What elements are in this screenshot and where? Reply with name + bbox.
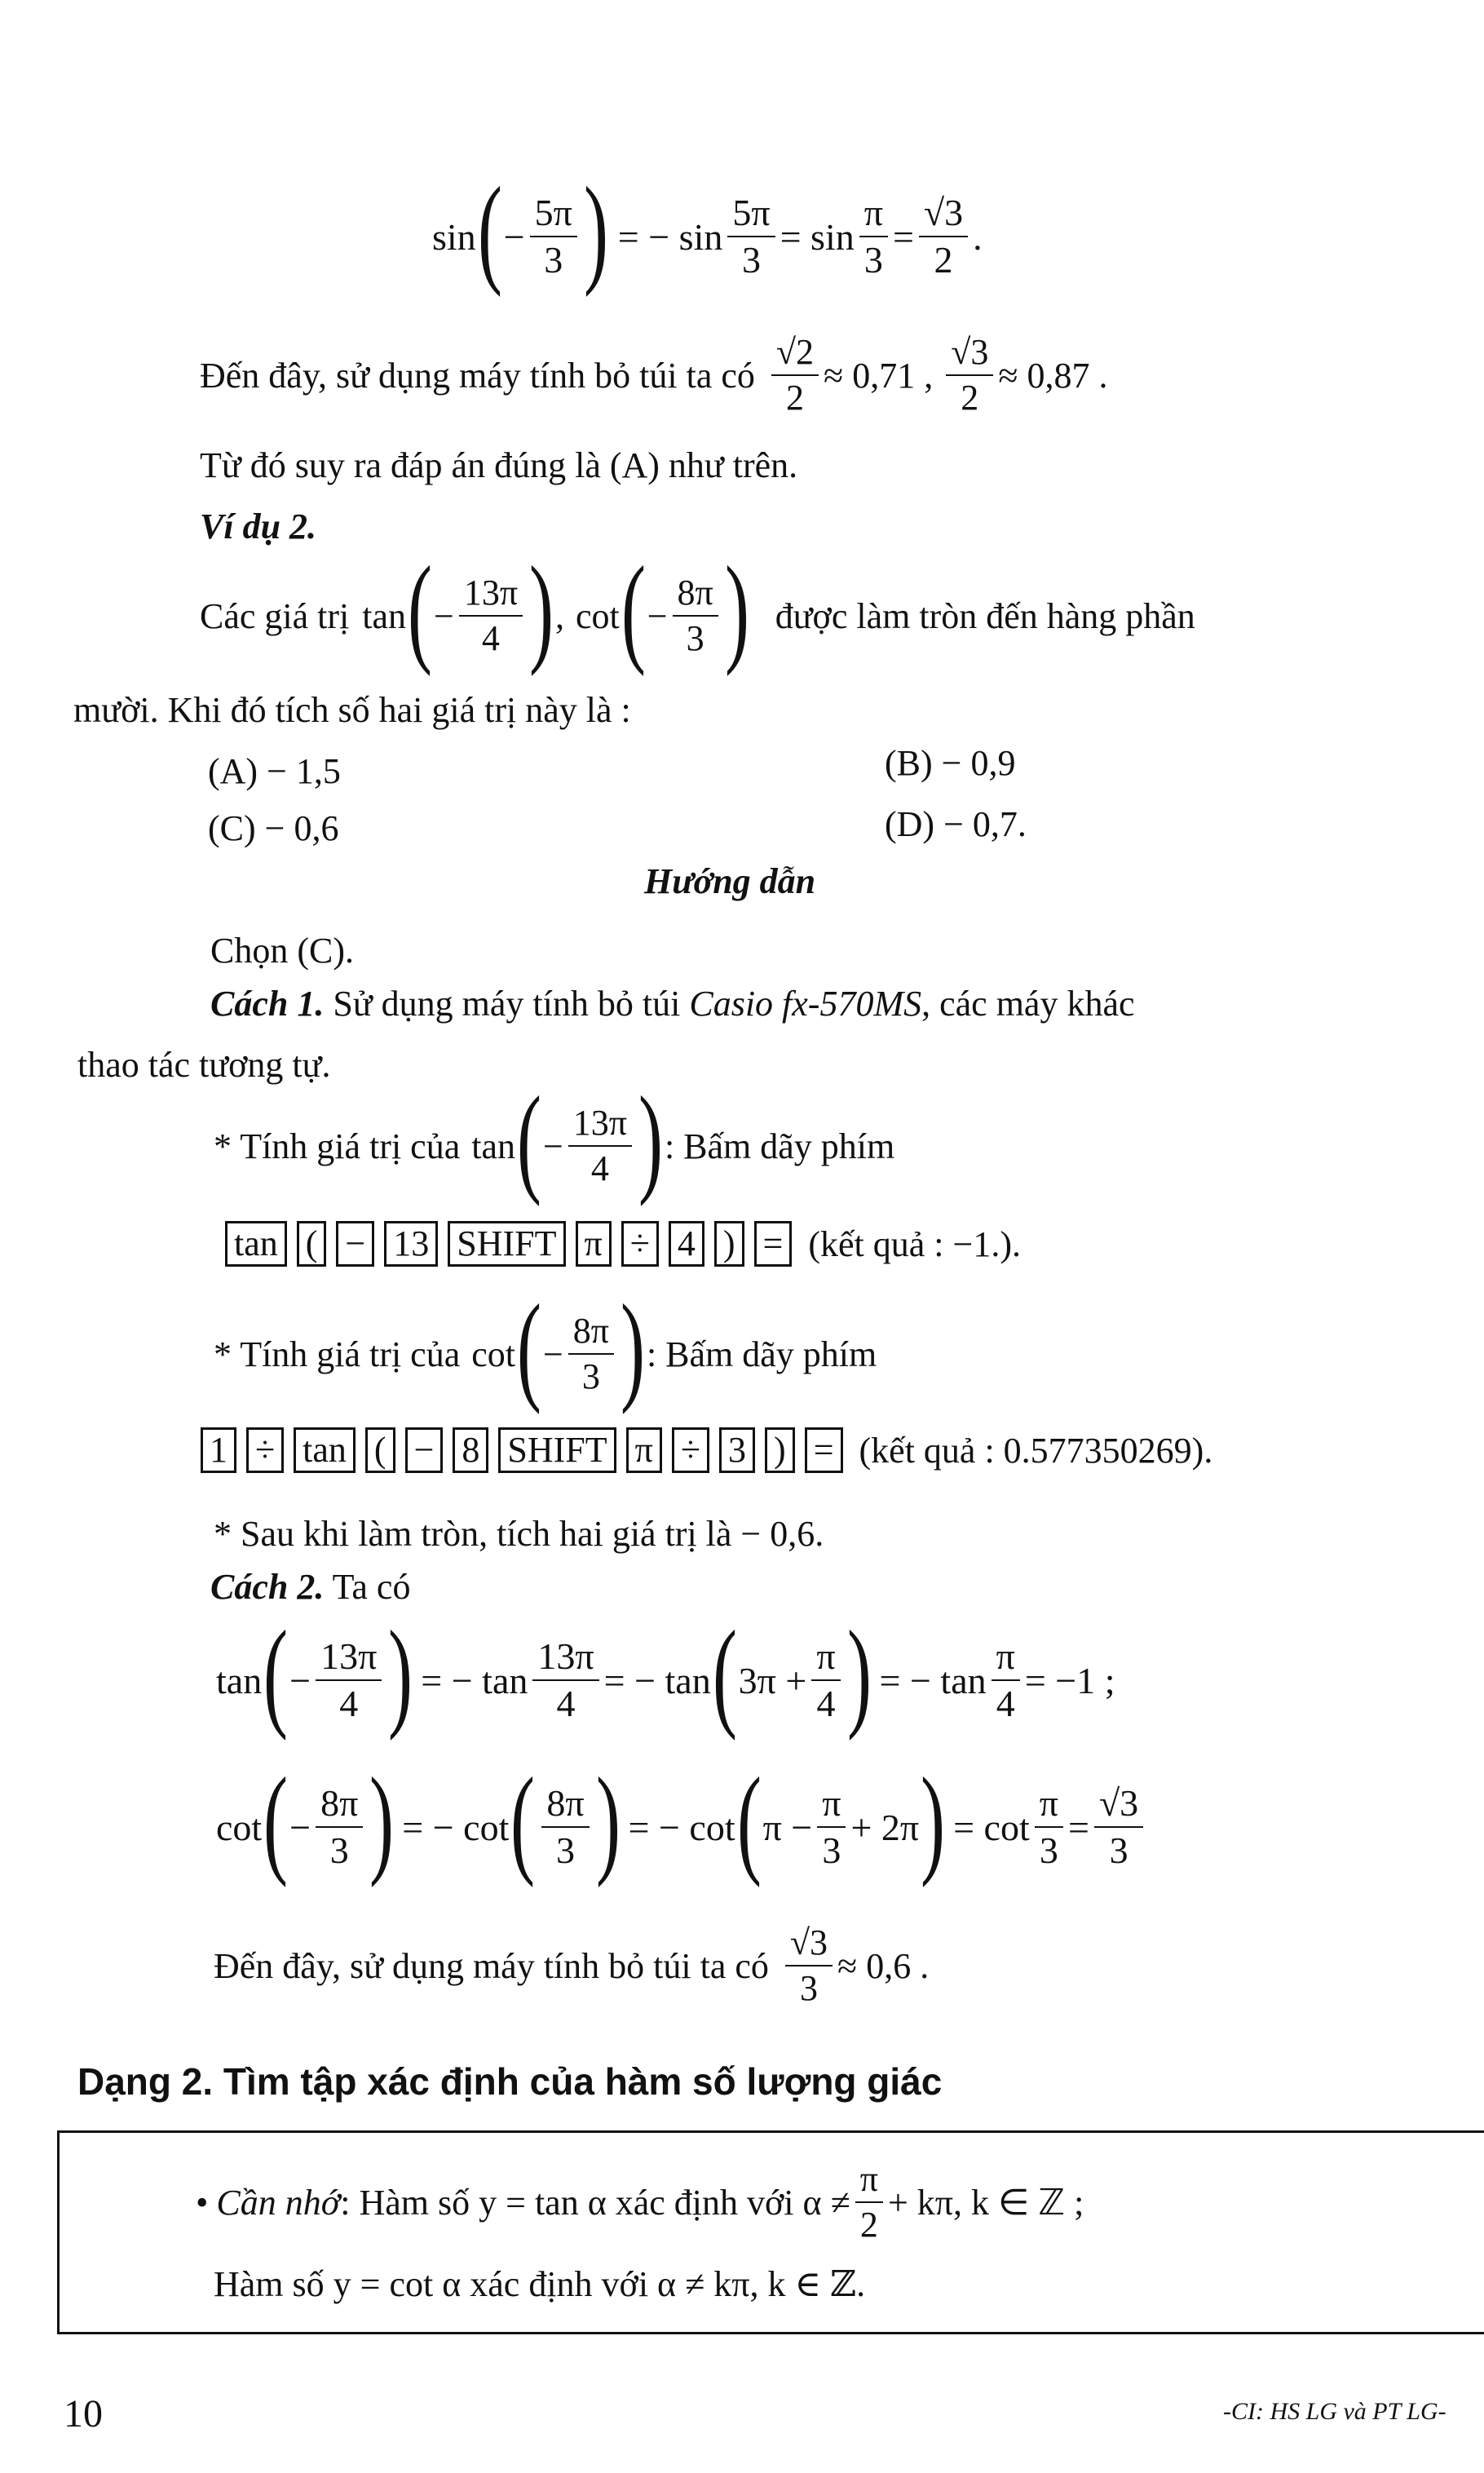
conclusion-text: Từ đó suy ra đáp án đúng là (A) như trên. [200, 445, 798, 485]
calc-key: ) [765, 1427, 795, 1473]
question-continued: mười. Khi đó tích số hai giá trị này là : [73, 690, 631, 730]
calc-key: π [626, 1427, 662, 1473]
rounding-note: * Sau khi làm tròn, tích hai giá trị là − 0,6. [214, 1514, 824, 1554]
section-heading: Dạng 2. Tìm tập xác định của hàm số lượng giác [77, 2060, 943, 2103]
calc-key: SHIFT [498, 1427, 616, 1473]
page-number: 10 [64, 2392, 103, 2435]
calc-cot-line: * Tính giá trị của cot ( − $\frac{8\pi}{3}$ ) : Bấm dãy phím [214, 1280, 877, 1415]
answer-choice: Chọn (C). [210, 931, 354, 971]
equation-cot: cot ( − $\frac{8\pi}{3}$ ) = − cot ( $\frac{8\pi}{3}$ ) = − cot ( π − $\frac{\pi}{3}$ + 2π ) = cot $\frac{\pi}{3}$ = $\frac{√3}{3}$ [216, 1766, 1148, 1888]
fraction: $\frac{5\pi}{3}$ [530, 193, 577, 281]
method1-line: Cách 1. Sử dụng máy tính bỏ túi Casio fx-570MS, các máy khác [210, 984, 1135, 1024]
method2-line: Cách 2. Ta có [210, 1567, 411, 1607]
key-sequence-1 [220, 1221, 1021, 1267]
result-2: (kết quả : 0.577350269). [859, 1430, 1213, 1471]
calc-key: 1 [201, 1427, 236, 1473]
example-heading: Ví dụ 2. [200, 507, 317, 546]
calc-key: π [576, 1221, 612, 1267]
calc-key: − [336, 1221, 374, 1267]
calc-key: ÷ [672, 1427, 709, 1473]
equation-tan: tan ( − $\frac{13\pi}{4}$ ) = − tan $\frac{13\pi}{4}$ = − tan ( 3π + $\frac{\pi}{4}$ ) = − tan $\frac{\pi}{4}$ = −1 ; [216, 1606, 1115, 1741]
calc-key: = [805, 1427, 843, 1473]
calc-key: ) [714, 1221, 744, 1267]
option-b: (B) − 0,9 [885, 743, 1016, 783]
final-approx-line: Đến đây, sử dụng máy tính bỏ túi ta có $\frac{√3}{3}$ ≈ 0,6 . [214, 1922, 930, 2008]
option-c: (C) − 0,6 [208, 808, 339, 848]
calc-key: ÷ [246, 1427, 284, 1473]
calc-key: 3 [719, 1427, 755, 1473]
question-line: Các giá trị tan ( − $\frac{13\pi}{4}$ ) , cot ( − $\frac{8\pi}{3}$ ) được làm tròn đến hàng phần [200, 542, 1195, 677]
calc-key: 13 [384, 1221, 438, 1267]
calc-key: = [754, 1221, 793, 1267]
note-line-2: Hàm số y = cot α xác định với α ≠ kπ, k ∈ ℤ. [214, 2264, 866, 2304]
option-a: (A) − 1,5 [208, 751, 341, 791]
result-1: (kết quả : −1.). [808, 1223, 1021, 1264]
calc-tan-line: * Tính giá trị của tan ( − $\frac{13\pi}{4}$ ) : Bấm dãy phím [214, 1072, 895, 1207]
equation-sin: sin ( − $\frac{5\pi}{3}$ ) = − sin $\frac{5\pi}{3}$ = sin $\frac{\pi}{3}$ = $\frac{√3}{2}$ . [432, 162, 983, 298]
calc-key: tan [294, 1427, 356, 1473]
calc-key: ÷ [621, 1221, 659, 1267]
method1-continued: thao tác tương tự. [77, 1045, 331, 1085]
note-line-1: • Cần nhớ : Hàm số y = tan α xác định với α ≠ $\frac{\pi}{2}$ + kπ, k ∈ ℤ ; [196, 2158, 1084, 2245]
guide-heading: Hướng dẫn [644, 861, 816, 901]
key-sequence-2 [196, 1427, 1212, 1473]
calc-key: 8 [453, 1427, 488, 1473]
calc-key: ( [365, 1427, 395, 1473]
calc-key: 4 [669, 1221, 704, 1267]
option-d: (D) − 0,7. [885, 804, 1027, 844]
running-footer: -CI: HS LG và PT LG- [1223, 2398, 1446, 2425]
calc-key: ( [297, 1221, 327, 1267]
calc-key: − [405, 1427, 444, 1473]
calc-key: tan [225, 1221, 287, 1267]
calc-key: SHIFT [448, 1221, 565, 1267]
approx-line: Đến đây, sử dụng máy tính bỏ túi ta có $\frac{√2}{2}$ ≈ 0,71 , $\frac{√3}{2}$ ≈ 0,87 . [200, 331, 1108, 418]
